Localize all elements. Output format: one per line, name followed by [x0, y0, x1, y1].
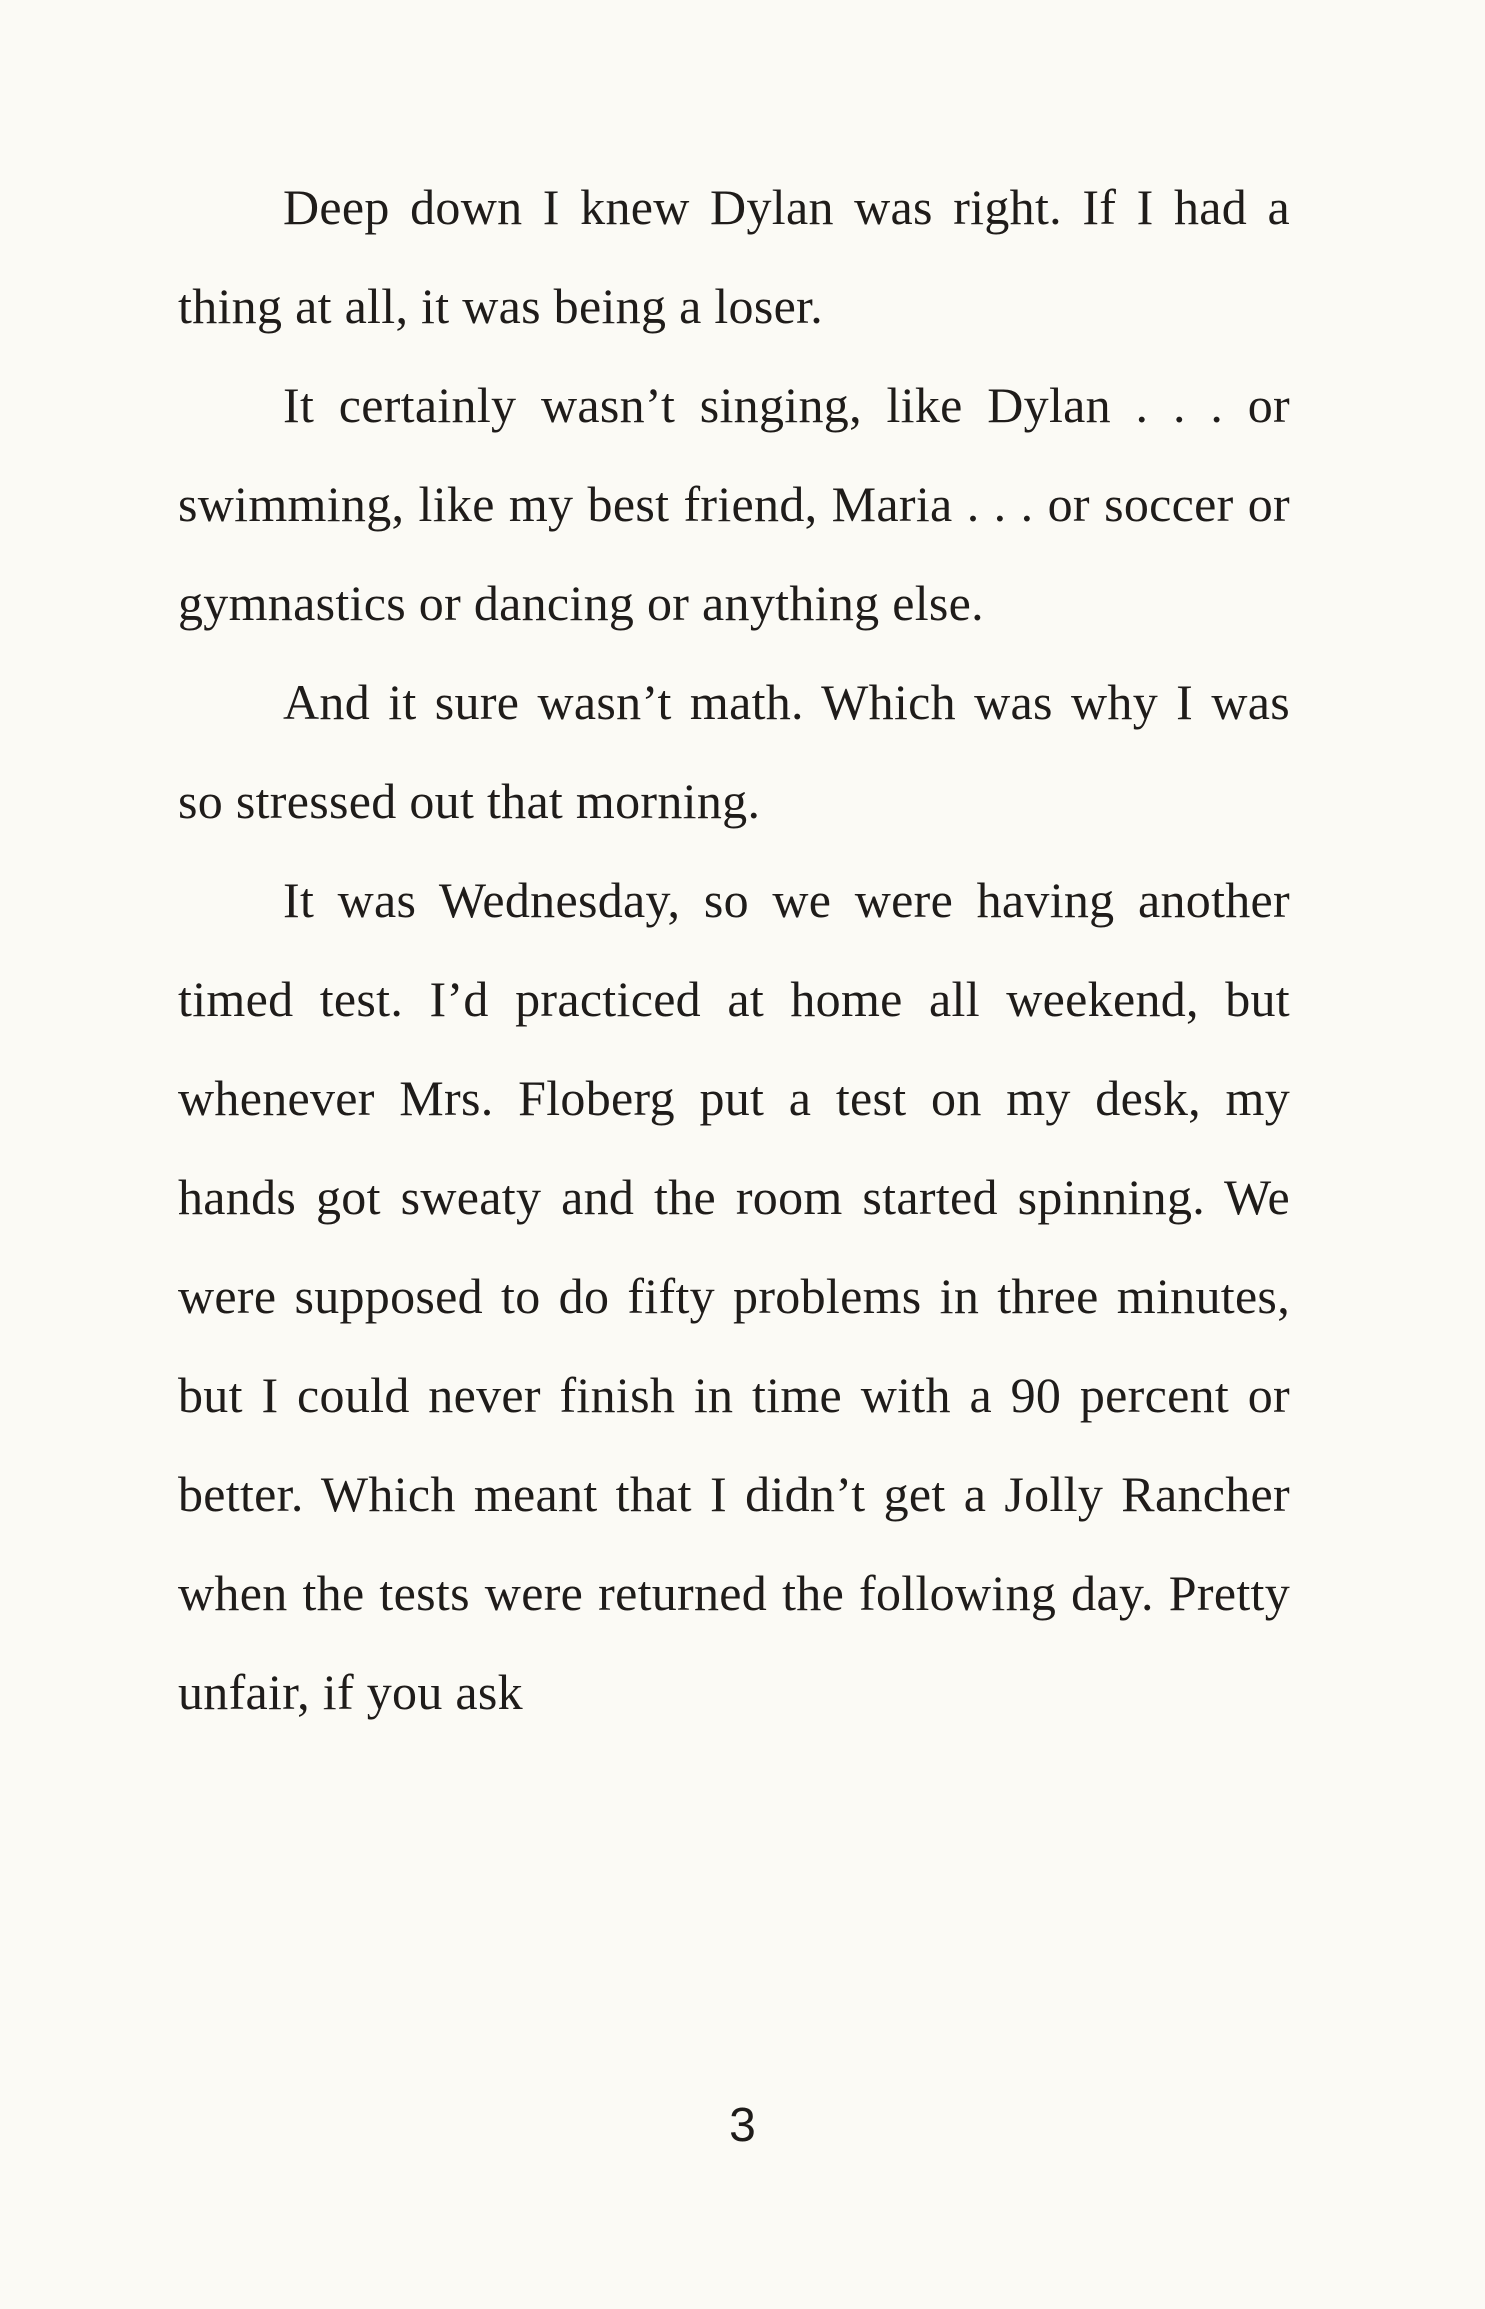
page-number: 3	[729, 2099, 756, 2152]
paragraph-4: It was Wednesday, so we were having another timed test. I’d practiced at home all weekend, but whenever Mrs. Floberg put a test on my desk, my hands got sweaty and the room started spinning. We were supposed to do fifty problems in three minutes, but I could never finish in time with a 90 percent or better. Which meant that I didn’t get a Jolly Rancher when the tests were returned the following day. Pretty unfair, if you ask	[178, 872, 1290, 1720]
body-text	[178, 158, 1290, 1742]
paragraph-1: Deep down I knew Dylan was right. If I had a thing at all, it was being a loser.	[178, 179, 1290, 334]
paragraph-3: And it sure wasn’t math. Which was why I was so stressed out that morning.	[178, 674, 1290, 829]
paragraph-2: It certainly wasn’t singing, like Dylan . . . or swimming, like my best friend, Maria . . . or soccer or gymnastics or dancing or anything else.	[178, 377, 1290, 631]
